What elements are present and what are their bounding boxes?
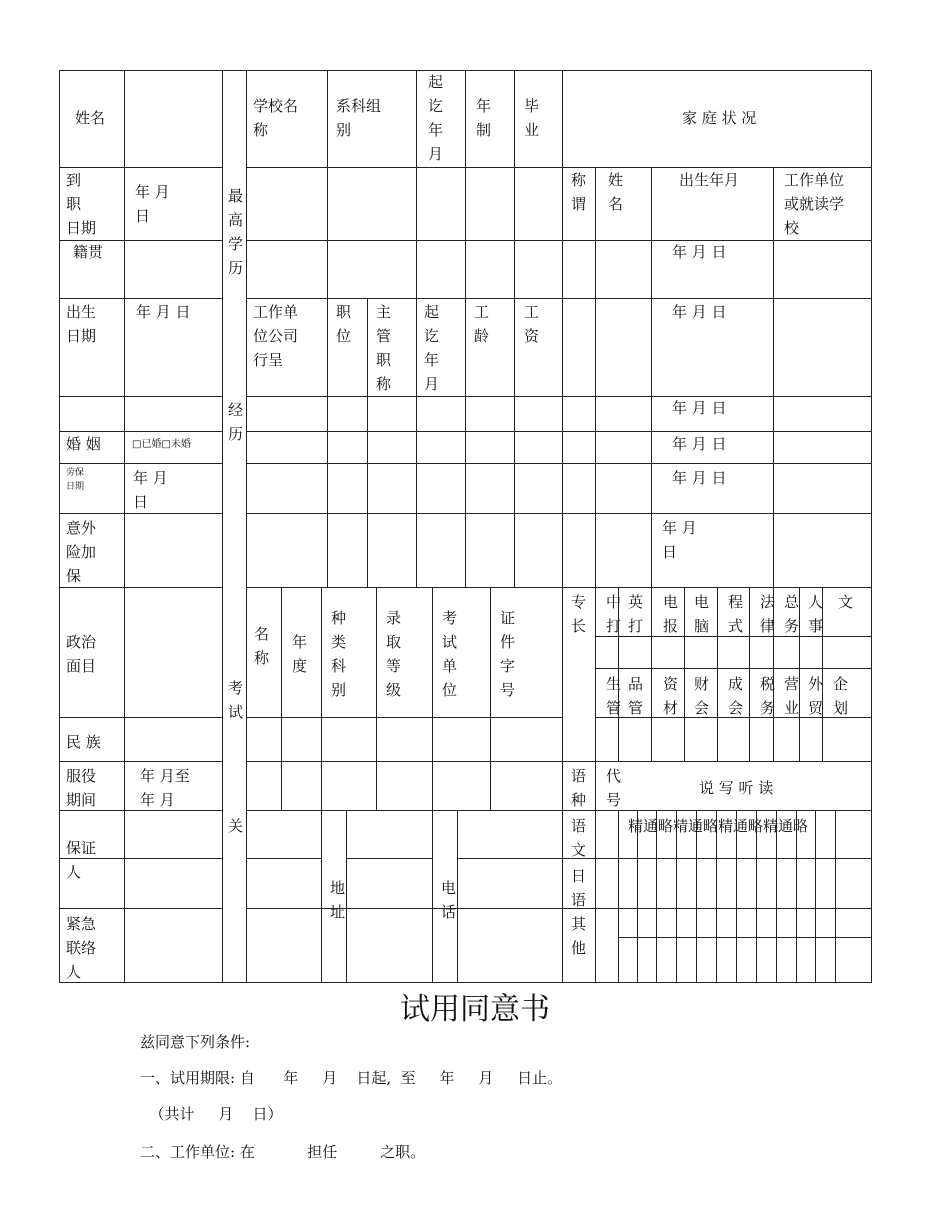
personnel-label: 人 事 bbox=[808, 593, 824, 635]
exam-label: 考 试 bbox=[228, 679, 244, 721]
english-typing-label: 英 打 bbox=[628, 593, 644, 635]
name-label: 姓名 bbox=[75, 109, 106, 127]
years-of-study-label: 年 制 bbox=[476, 97, 492, 139]
date-value: 年 月 日 bbox=[672, 303, 727, 321]
proficiency-header: 精通略精通略精通略精通略 bbox=[628, 817, 809, 835]
programming-label: 程 式 bbox=[728, 593, 744, 635]
japanese-label: 日 语 bbox=[571, 867, 587, 909]
foreign-trade-label: 外 贸 bbox=[808, 675, 824, 717]
arrival-date-label: 到 职 日期 bbox=[66, 171, 97, 237]
materials-label: 资 材 bbox=[663, 675, 679, 717]
seniority-label: 工 龄 bbox=[474, 303, 490, 345]
production-mgmt-label: 生 管 bbox=[606, 675, 622, 717]
telegraph-label: 电 报 bbox=[663, 593, 679, 635]
agreement-item-probation-period: 一、试用期限: 自 年 月 日起, 至 年 月 日止。 bbox=[140, 1069, 563, 1087]
specialty-label: 专 长 bbox=[571, 593, 587, 635]
period-label: 起 讫 年 月 bbox=[428, 73, 444, 163]
period-label: 起 讫 年 月 bbox=[424, 303, 440, 393]
date-value: 年 月 日 bbox=[672, 435, 727, 453]
family-name-label: 姓 名 bbox=[608, 171, 624, 213]
birth-year-month-label: 出生年月 bbox=[679, 171, 740, 189]
relationship-label: 关 bbox=[228, 817, 244, 835]
agreement-title: 试用同意书 bbox=[400, 992, 550, 1027]
tax-label: 税 务 bbox=[760, 675, 776, 717]
skills-label: 说 写 听 读 bbox=[699, 779, 774, 797]
legal-label: 法 律 bbox=[760, 593, 776, 635]
ethnicity-label: 民 族 bbox=[66, 733, 101, 751]
supervisor-title-label: 主 管 职 称 bbox=[376, 303, 392, 393]
date-value: 年 月 日 bbox=[672, 399, 727, 417]
code-label: 代 号 bbox=[606, 767, 622, 809]
marriage-label: 婚 姻 bbox=[66, 435, 101, 453]
phone-label: 电 话 bbox=[441, 879, 457, 921]
agreement-item-total-duration: （共计 月 日） bbox=[140, 1105, 283, 1123]
military-service-value: 年 月至 年 月 bbox=[140, 767, 190, 809]
military-service-label: 服役 期间 bbox=[66, 767, 97, 809]
birth-date-value: 年 月 日 bbox=[136, 303, 191, 321]
department-label: 系科组 别 bbox=[336, 97, 382, 139]
family-status-label: 家 庭 状 况 bbox=[682, 109, 757, 127]
guarantor-label: 保证 人 bbox=[66, 839, 97, 881]
financial-accounting-label: 财 会 bbox=[694, 675, 710, 717]
experience-label: 经 历 bbox=[228, 401, 244, 443]
highest-education-label: 最 高 学 历 bbox=[228, 187, 244, 277]
language-label: 语 种 bbox=[571, 767, 587, 809]
labor-insurance-date-value: 年 月 日 bbox=[133, 469, 168, 511]
marriage-checkbox-value: □已婚□未婚 bbox=[132, 439, 191, 450]
arrival-date-value: 年 月 日 bbox=[135, 183, 170, 225]
business-label: 营 业 bbox=[784, 675, 800, 717]
admission-grade-label: 录 取 等 级 bbox=[386, 609, 402, 699]
work-unit-label: 工作单位 或就读学 校 bbox=[784, 171, 845, 237]
other-language-label: 其 他 bbox=[571, 915, 587, 957]
date-value: 年 月 日 bbox=[662, 519, 697, 561]
exam-category-label: 种 类 科 别 bbox=[331, 609, 347, 699]
exam-name-label: 名 称 bbox=[254, 625, 270, 667]
accident-insurance-label: 意外 险加 保 bbox=[66, 519, 97, 585]
general-affairs-label: 总 务 bbox=[784, 593, 800, 635]
work-unit-company-label: 工作单 位公司 行呈 bbox=[253, 303, 299, 369]
certificate-number-label: 证 件 字 号 bbox=[500, 609, 516, 699]
chinese-typing-label: 中 打 bbox=[606, 593, 622, 635]
salary-label: 工 资 bbox=[524, 303, 540, 345]
planning-label: 企 划 bbox=[833, 675, 849, 717]
position-label: 职 位 bbox=[336, 303, 352, 345]
political-status-label: 政治 面目 bbox=[66, 633, 97, 675]
graduation-label: 毕 业 bbox=[524, 97, 540, 139]
birth-date-label: 出生 日期 bbox=[66, 303, 97, 345]
relation-label: 称 谓 bbox=[571, 171, 587, 213]
copywriting-label: 文 bbox=[838, 593, 854, 611]
school-name-label: 学校名 称 bbox=[253, 97, 299, 139]
date-value: 年 月 日 bbox=[672, 243, 727, 261]
address-label: 地 址 bbox=[330, 879, 346, 921]
exam-unit-label: 考 试 单 位 bbox=[442, 609, 458, 699]
labor-insurance-date-label: 劳保 日期 bbox=[66, 468, 85, 492]
agreement-item-work-unit: 二、工作单位: 在 担任 之职。 bbox=[140, 1143, 426, 1161]
computer-label: 电 脑 bbox=[694, 593, 710, 635]
exam-year-label: 年 度 bbox=[292, 633, 308, 675]
native-place-label: 籍贯 bbox=[73, 243, 104, 261]
emergency-contact-label: 紧急 联络 人 bbox=[66, 915, 97, 981]
agreement-intro: 兹同意下列条件: bbox=[140, 1033, 251, 1051]
quality-mgmt-label: 品 管 bbox=[628, 675, 644, 717]
chinese-language-label: 语 文 bbox=[571, 817, 587, 859]
cost-accounting-label: 成 会 bbox=[728, 675, 744, 717]
date-value: 年 月 日 bbox=[672, 469, 727, 487]
